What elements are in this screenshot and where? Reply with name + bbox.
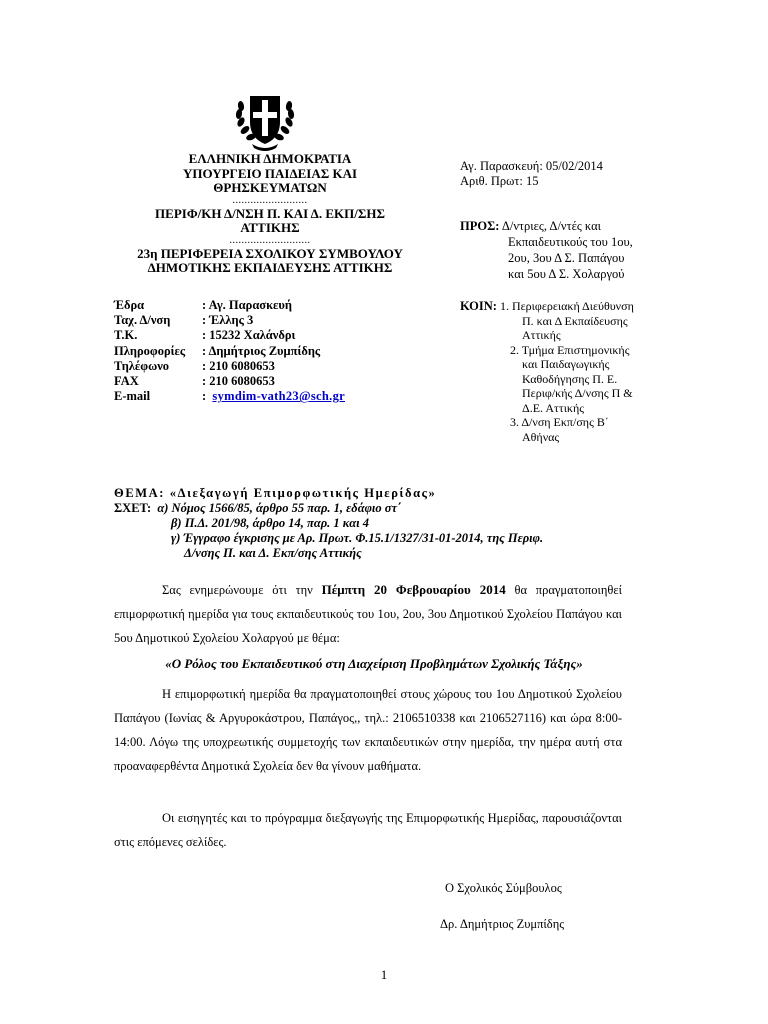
recipient-line: Δ/ντριες, Δ/ντές και (501, 219, 602, 233)
cc-item-cont: και Παιδαγωγικής (522, 357, 610, 371)
contact-row (114, 359, 345, 374)
recipient-line: και 5ου Δ Σ. Χολαργού (508, 267, 625, 281)
body-paragraph (114, 578, 622, 650)
subject-label: ΘΕΜΑ: (114, 486, 166, 500)
reference-item: γ) Έγγραφο έγκρισης με Αρ. Πρωτ. Φ.15.1/1327/31-01-2014, της Περιφ. (171, 531, 544, 545)
cc-item-cont: Δ.Ε. Αττικής (522, 400, 584, 415)
contact-value: : Έλλης 3 (202, 313, 254, 328)
recipients-label: ΠΡΟΣ: (460, 219, 500, 233)
issuer-header (110, 152, 430, 276)
header-republic: ΕΛΛΗΝΙΚΗ ΔΗΜΟΚΡΑΤΙΑ (188, 151, 352, 166)
email-link[interactable]: symdim-vath23@sch.gr (212, 389, 345, 404)
header-separator: ......................... (232, 194, 308, 206)
recipients-block (460, 218, 633, 282)
reference-label: ΣΧΕΤ: (114, 501, 152, 515)
contact-row (114, 298, 345, 313)
reference-item: α) Νόμος 1566/85, άρθρο 55 παρ. 1, εδάφιο στ΄ (157, 501, 402, 515)
body-text: Οι εισηγητές και το πρόγραμμα διεξαγωγής της Επιμορφωτικής Ημερίδας, παρουσιάζονται στις επόμενες σελίδες. (114, 811, 622, 849)
body-text: θα πραγματοποιηθεί επιμορφωτική ημερίδα για τους εκπαιδευτικούς του 1ου, 2ου, 3ου Δημοτικού Σχολείου Παπάγου και 5ου Δημοτικού Σχολείου Χολαργού με θέμα: (114, 583, 622, 645)
header-directorate-cont: ΑΤΤΙΚΗΣ (240, 220, 300, 235)
contact-value: : (202, 389, 213, 404)
greek-emblem-icon (230, 88, 300, 154)
header-ministry: ΥΠΟΥΡΓΕΙΟ ΠΑΙΔΕΙΑΣ ΚΑΙ (182, 165, 358, 181)
contact-key: E-mail (114, 389, 151, 404)
cc-item-cont: Π. και Δ Εκπαίδευσης (522, 313, 628, 328)
body-paragraph (114, 806, 622, 854)
event-title: «Ο Ρόλος του Εκπαιδευτικού στη Διαχείριση Προβλημάτων Σχολικής Τάξης» (165, 656, 583, 671)
contact-key: Τ.Κ. (114, 328, 138, 343)
body-paragraph (114, 682, 622, 778)
header-office: 23η ΠΕΡΙΦΕΡΕΙΑ ΣΧΟΛΙΚΟΥ ΣΥΜΒΟΥΛΟΥ (137, 245, 403, 261)
contact-row (114, 389, 345, 404)
contact-value: : Δημήτριος Ζυμπίδης (202, 343, 321, 358)
reference-item-cont: Δ/νσης Π. και Δ. Εκπ/σης Αττικής (184, 546, 362, 560)
cc-item-cont: Αττικής (522, 328, 561, 342)
header-directorate: ΠΕΡΙΦ/ΚΗ Δ/ΝΣΗ Π. ΚΑΙ Δ. ΕΚΠ/ΣΗΣ (155, 205, 385, 221)
cc-block (460, 299, 700, 444)
document-date: Αγ. Παρασκευή: 05/02/2014 (460, 159, 603, 173)
contact-value: : 210 6080653 (202, 358, 275, 373)
event-date: Πέμπτη 20 Φεβρουαρίου 2014 (321, 582, 506, 597)
contact-row (114, 374, 345, 389)
cc-item: 1. Περιφερειακή Διεύθυνση (499, 299, 634, 313)
cc-label: ΚΟΙΝ: (460, 299, 497, 313)
body-text: Η επιμορφωτική ημερίδα θα πραγματοποιηθεί στους χώρους του 1ου Δημοτικού Σχολείου Παπάγου (Ιωνίας & Αργυροκάστρου, Παπάγος,, τηλ.: 2106510338 και 2106527116) και ώρα 8:00-14:00. Λόγω της υποχρεωτικής συμμετοχής των εκπαιδευτικών στην ημερίδα, την ημέρα αυτή στα προαναφερθέντα Δημοτικά Σχολεία δεν θα γίνουν μαθήματα. (114, 687, 622, 773)
contact-key: FAX (114, 374, 139, 389)
subject-block (114, 486, 543, 561)
contact-key: Τηλέφωνο (114, 358, 170, 373)
cc-item: 2. Τμήμα Επιστημονικής (510, 342, 630, 357)
contact-value: : 210 6080653 (202, 374, 275, 389)
header-office-cont: ΔΗΜΟΤΙΚΗΣ ΕΚΠΑΙΔΕΥΣΗΣ ΑΤΤΙΚΗΣ (147, 260, 393, 275)
recipient-line: 2ου, 3ου Δ Σ. Παπάγου (508, 251, 625, 265)
contact-row (114, 328, 345, 343)
contact-details (114, 298, 345, 404)
signature-role: Ο Σχολικός Σύμβουλος (445, 881, 562, 895)
contact-value: : 15232 Χαλάνδρι (202, 328, 296, 343)
header-ministry-cont: ΘΡΗΣΚΕΥΜΑΤΩΝ (213, 180, 327, 195)
contact-value: : Αγ. Παρασκευή (202, 298, 292, 312)
page-number: 1 (380, 967, 388, 982)
reference-item: β) Π.Δ. 201/98, άρθρο 14, παρ. 1 και 4 (171, 516, 369, 530)
contact-key: Πληροφορίες (114, 343, 186, 358)
body-text: Σας ενημερώνουμε ότι την (162, 583, 322, 597)
contact-row (114, 344, 345, 359)
cc-item-cont: Καθοδήγησης Π. Ε. (522, 371, 618, 386)
contact-row (114, 313, 345, 328)
cc-item: 3. Δ/νση Εκπ/σης Β΄ (510, 415, 609, 429)
recipient-line: Εκπαιδευτικούς του 1ου, (508, 235, 633, 249)
subject-text: «Διεξαγωγή Επιμορφωτικής Ημερίδας» (169, 486, 437, 500)
protocol-number: Αριθ. Πρωτ: 15 (460, 174, 539, 188)
signature-name: Δρ. Δημήτριος Ζυμπίδης (440, 917, 565, 931)
cc-item-cont: Αθήνας (522, 429, 560, 444)
header-separator: ........................... (229, 234, 311, 246)
cc-item-cont: Περιφ/κής Δ/νσης Π & (522, 386, 633, 400)
contact-key: Έδρα (114, 298, 145, 312)
document-info (460, 159, 603, 189)
contact-key: Ταχ. Δ/νση (114, 313, 171, 328)
